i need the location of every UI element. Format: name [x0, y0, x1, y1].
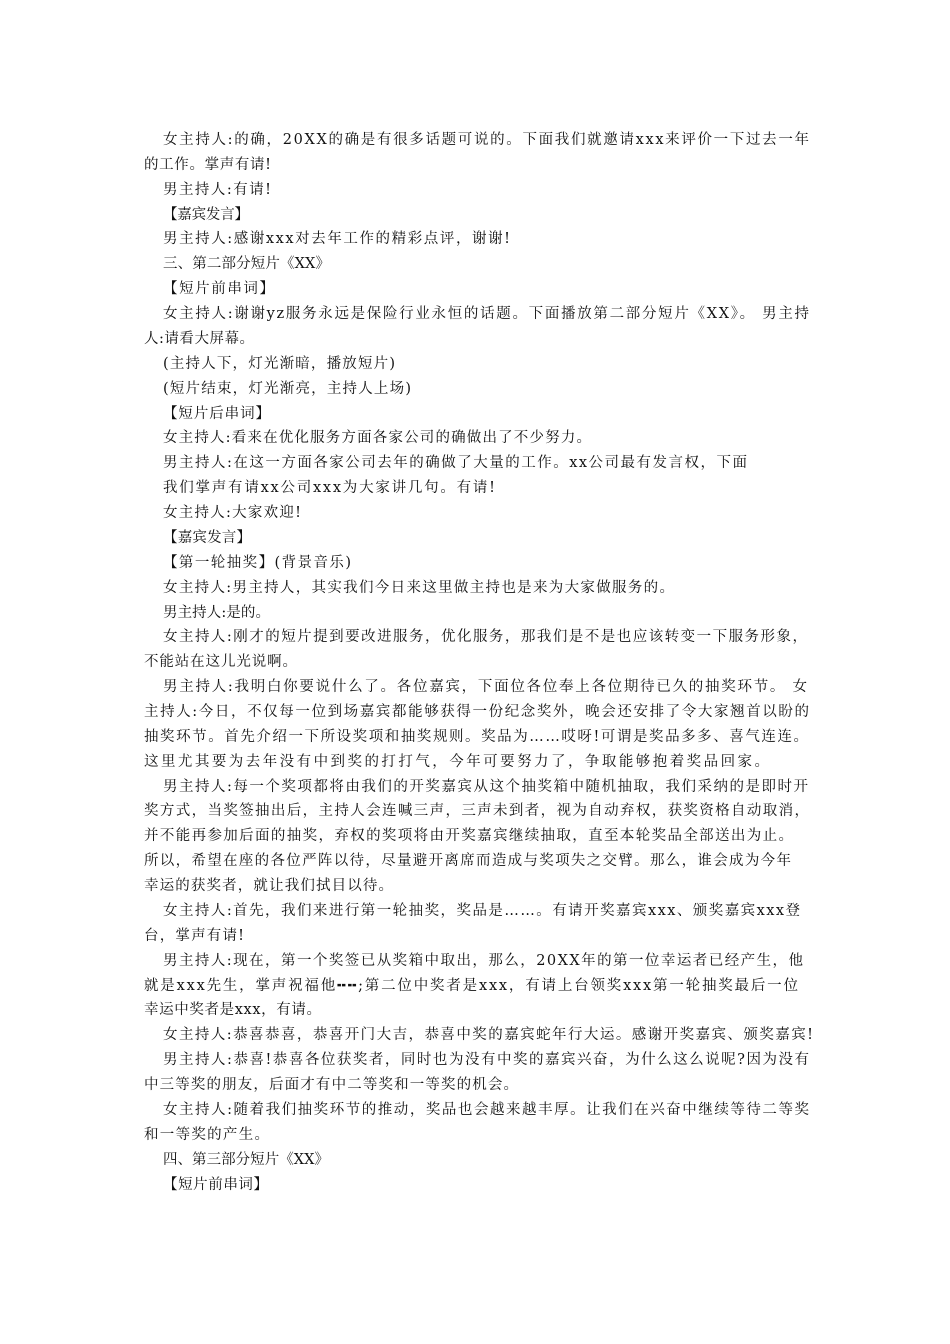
text-line: 人:请看大屏幕。 — [144, 330, 255, 347]
text-line: 并不能再参加后面的抽奖，弃权的奖项将由开奖嘉宾继续抽取，直至本轮奖品全部送出为止。 — [144, 828, 795, 845]
text-line: 女主持人:随着我们抽奖环节的推动，奖品也会越来越丰厚。让我们在兴奋中继续等待二等奖 — [163, 1101, 811, 1118]
text-line: 女主持人:首先，我们来进行第一轮抽奖，奖品是……。有请开奖嘉宾xxx、颁奖嘉宾xxx登 — [163, 902, 802, 919]
section-heading: 四、第三部分短片《XX》 — [163, 1151, 330, 1168]
text-line: 女主持人:的确，20XX的确是有很多话题可说的。下面我们就邀请xxx来评价一下过去一年 — [163, 132, 811, 148]
text-line: 这里尤其要为去年没有中到奖的打打气，今年可要努力了，争取能够抱着奖品回家。 — [144, 753, 772, 770]
text-line: (主持人下，灯光渐暗，播放短片) — [163, 355, 397, 372]
section-heading: 三、第二部分短片《XX》 — [163, 256, 331, 273]
text-line: 男主持人:感谢xxx对去年工作的精彩点评，谢谢! — [163, 231, 512, 248]
text-line: 幸运的获奖者，就让我们拭目以待。 — [144, 878, 395, 895]
text-line: 女主持人:刚才的短片提到要改进服务，优化服务，那我们是不是也应该转变一下服务形象， — [163, 629, 809, 646]
text-line: 男主持人:是的。 — [163, 604, 271, 621]
text-line: 女主持人:恭喜恭喜，恭喜开门大吉，恭喜中奖的嘉宾蛇年行大运。感谢开奖嘉宾、颁奖嘉宾! — [163, 1027, 815, 1044]
text-line: 奖方式，当奖签抽出后，主持人会连喊三声，三声未到者，视为自动弃权，获奖资格自动取消， — [144, 803, 811, 820]
text-line: (短片结束，灯光渐亮，主持人上场) — [163, 380, 413, 397]
text-line: 男主持人:在这一方面各家公司去年的确做了大量的工作。xx公司最有发言权，下面 — [163, 455, 749, 472]
text-line: 女主持人:男主持人，其实我们今日来这里做主持也是来为大家做服务的。 — [163, 579, 676, 596]
text-line: 男主持人:每一个奖项都将由我们的开奖嘉宾从这个抽奖箱中随机抽取，我们采纳的是即时开 — [163, 778, 810, 795]
section-heading: 【短片后串词】 — [163, 405, 271, 422]
text-line: 和一等奖的产生。 — [144, 1126, 271, 1143]
text-line: 不能站在这儿光说啊。 — [144, 654, 298, 671]
text-line: 女主持人:大家欢迎! — [163, 505, 303, 522]
text-line: 女主持人:看来在优化服务方面各家公司的确做出了不少努力。 — [163, 430, 593, 447]
section-heading: 【短片前串词】 — [163, 1176, 269, 1193]
text-line: 幸运中奖者是xxx，有请。 — [144, 1002, 322, 1019]
text-line: 中三等奖的朋友，后面才有中二等奖和一等奖的机会。 — [144, 1077, 520, 1094]
section-heading: 【嘉宾发言】 — [163, 529, 252, 546]
text-line: 所以，希望在座的各位严阵以待，尽量避开离席而造成与奖项失之交臂。那么，谁会成为今年 — [144, 853, 793, 870]
text-line: 女主持人:谢谢yz服务永远是保险行业永恒的话题。下面播放第二部分短片《XX》。 男主持 — [163, 306, 811, 323]
section-heading: 【短片前串词】 — [163, 281, 276, 298]
text-line: 就是xxx先生，掌声祝福他╍╍;第二位中奖者是xxx，有请上台领奖xxx第一轮抽奖最后一位 — [144, 977, 800, 994]
section-heading: 【嘉宾发言】 — [163, 206, 249, 223]
text-line: 的工作。掌声有请! — [144, 156, 272, 173]
text-line: 男主持人:我明白你要说什么了。各位嘉宾，下面位各位奉上各位期待已久的抽奖环节。 女 — [163, 679, 809, 696]
text-line: 主持人:今日，不仅每一位到场嘉宾都能够获得一份纪念奖外，晚会还安排了令大家翘首以盼的 — [144, 704, 811, 720]
text-line: 台，掌声有请! — [144, 927, 246, 944]
text-line: 抽奖环节。首先介绍一下所设奖项和抽奖规则。奖品为……哎呀!可谓是奖品多多、喜气连连。 — [144, 728, 810, 745]
text-line: 男主持人:恭喜!恭喜各位获奖者，同时也为没有中奖的嘉宾兴奋，为什么这么说呢?因为没有 — [163, 1052, 811, 1069]
text-line: 男主持人:有请! — [163, 181, 273, 198]
section-heading: 【第一轮抽奖】(背景音乐) — [163, 554, 353, 571]
text-line: 男主持人:现在，第一个奖签已从奖箱中取出，那么，20XX年的第一位幸运者已经产生，他 — [163, 952, 805, 969]
text-line: 我们掌声有请xx公司xxx为大家讲几句。有请! — [163, 480, 497, 497]
